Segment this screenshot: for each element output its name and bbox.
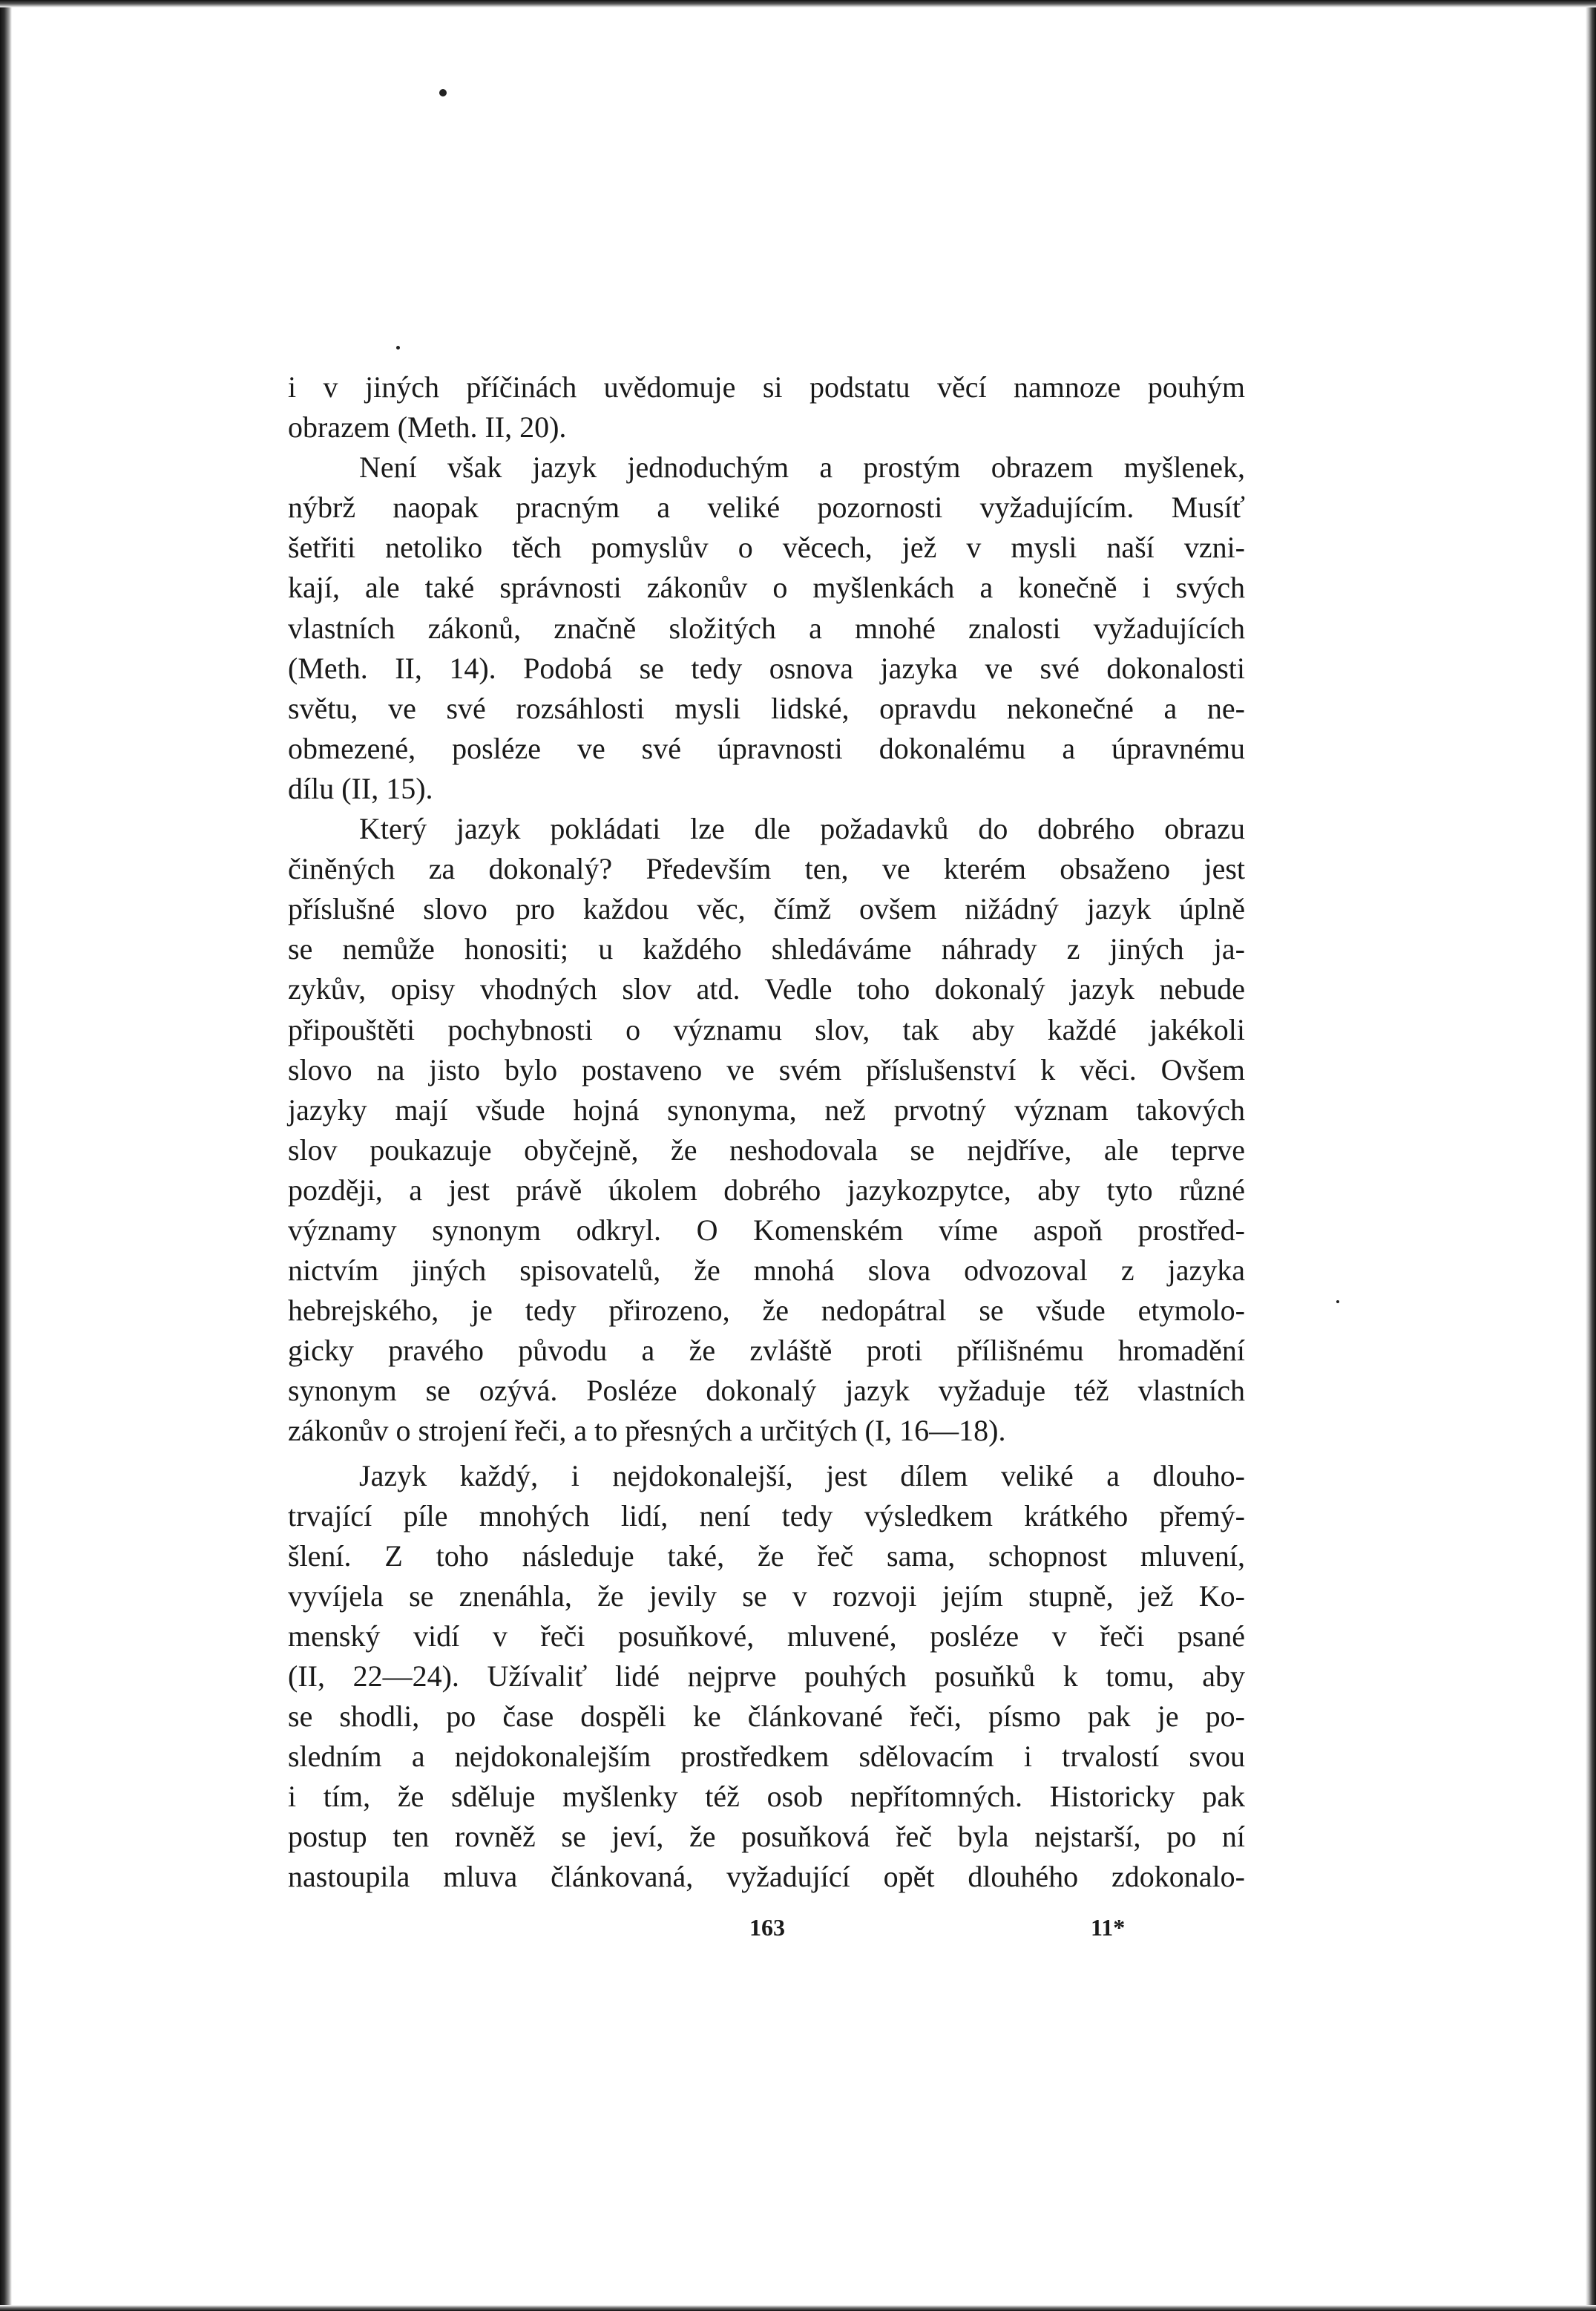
text-line: dílu (II, 15). (288, 771, 433, 805)
text-line: (Meth. II, 14). Podobá se tedy osnova jazyka ve své dokonalosti (288, 651, 1245, 685)
text-line: i tím, že sděluje myšlenky též osob nepřítomných. Historicky pak (288, 1780, 1245, 1814)
text-line: se shodli, po čase dospěli ke článkované řeči, písmo pak je po- (288, 1699, 1245, 1734)
scan-speck (1336, 1300, 1339, 1303)
text-line: postup ten rovněž se jeví, že posuňková řeč byla nejstarší, po ní (288, 1820, 1245, 1854)
text-line: Který jazyk pokládati lze dle požadavků do dobrého obrazu (359, 812, 1245, 846)
text-line: i v jiných příčinách uvědomuje si podstatu věcí namnoze pouhým (288, 370, 1245, 404)
text-line: šlení. Z toho následuje také, že řeč sama, schopnost mluvení, (288, 1538, 1245, 1573)
text-line: sledním a nejdokonalejším prostředkem sdělovacím i trvalostí svou (288, 1740, 1245, 1774)
text-line: kají, ale také správnosti zákonův o myšlenkách a konečně i svých (288, 571, 1245, 605)
text-line: činěných za dokonalý? Především ten, ve kterém obsaženo jest (288, 852, 1245, 886)
text-line: trvající píle mnohých lidí, není tedy výsledkem krátkého přemý- (288, 1498, 1245, 1533)
text-line: obmezené, posléze ve své úpravnosti dokonalému a úpravnému (288, 731, 1245, 765)
text-line: synonym se ozývá. Posléze dokonalý jazyk vyžaduje též vlastních (288, 1374, 1245, 1408)
scan-edge-top (0, 0, 1596, 7)
signature-mark: 11* (1091, 1914, 1126, 1941)
text-line: zákonův o strojení řeči, a to přesných a určitých (I, 16—18). (288, 1414, 1006, 1448)
scan-speck (396, 346, 400, 350)
page-number: 163 (749, 1914, 785, 1941)
text-line: nýbrž naopak pracným a veliké pozornosti vyžadujícím. Musíť (288, 491, 1245, 525)
text-line: slovo na jisto bylo postaveno ve svém příslušenství k věci. Ovšem (288, 1052, 1245, 1086)
text-line: připouštěti pochybnosti o významu slov, tak aby každé jakékoli (288, 1012, 1245, 1046)
text-line: obrazem (Meth. II, 20). (288, 410, 567, 445)
text-line: zykův, opisy vhodných slov atd. Vedle toho dokonalý jazyk nebude (288, 972, 1245, 1006)
text-line: světu, ve své rozsáhlosti mysli lidské, opravdu nekonečné a ne- (288, 691, 1245, 725)
text-line: příslušné slovo pro každou věc, čímž ovšem nižádný jazyk úplně (288, 892, 1245, 926)
text-line: (II, 22—24). Užívaliť lidé nejprve pouhých posuňků k tomu, aby (288, 1659, 1245, 1693)
scan-edge-bottom (0, 2305, 1596, 2311)
text-line: hebrejského, je tedy přirozeno, že nedopátral se všude etymolo- (288, 1294, 1245, 1328)
text-line: nictvím jiných spisovatelů, že mnohá slova odvozoval z jazyka (288, 1253, 1245, 1288)
text-line: Jazyk každý, i nejdokonalejší, jest dílem veliké a dlouho- (359, 1458, 1245, 1492)
text-line: jazyky mají všude hojná synonyma, než prvotný význam takových (288, 1092, 1245, 1127)
text-line: Není však jazyk jednoduchým a prostým obrazem myšlenek, (359, 450, 1245, 485)
text-line: šetřiti netoliko těch pomyslův o věcech, jež v mysli naší vzni- (288, 531, 1245, 565)
text-line: se nemůže honositi; u každého shledáváme náhrady z jiných ja- (288, 932, 1245, 966)
scan-edge-right (1586, 0, 1596, 2311)
scan-speck (439, 89, 447, 96)
text-line: významy synonym odkryl. O Komenském víme aspoň prostřed- (288, 1213, 1245, 1247)
text-line: slov poukazuje obyčejně, že neshodovala se nejdříve, ale teprve (288, 1132, 1245, 1167)
body-text (288, 367, 1245, 1898)
scan-edge-left (0, 0, 12, 2311)
text-line: gicky pravého původu a že zvláště proti přílišnému hromadění (288, 1334, 1245, 1368)
text-line: později, a jest právě úkolem dobrého jazykozpytce, aby tyto různé (288, 1173, 1245, 1207)
text-line: menský vidí v řeči posuňkové, mluvené, posléze v řeči psané (288, 1619, 1245, 1653)
text-line: vyvíjela se znenáhla, že jevily se v rozvoji jejím stupně, jež Ko- (288, 1579, 1245, 1613)
text-line: vlastních zákonů, značně složitých a mnohé znalosti vyžadujících (288, 611, 1245, 645)
text-line: nastoupila mluva článkovaná, vyžadující opět dlouhého zdokonalo- (288, 1860, 1245, 1894)
